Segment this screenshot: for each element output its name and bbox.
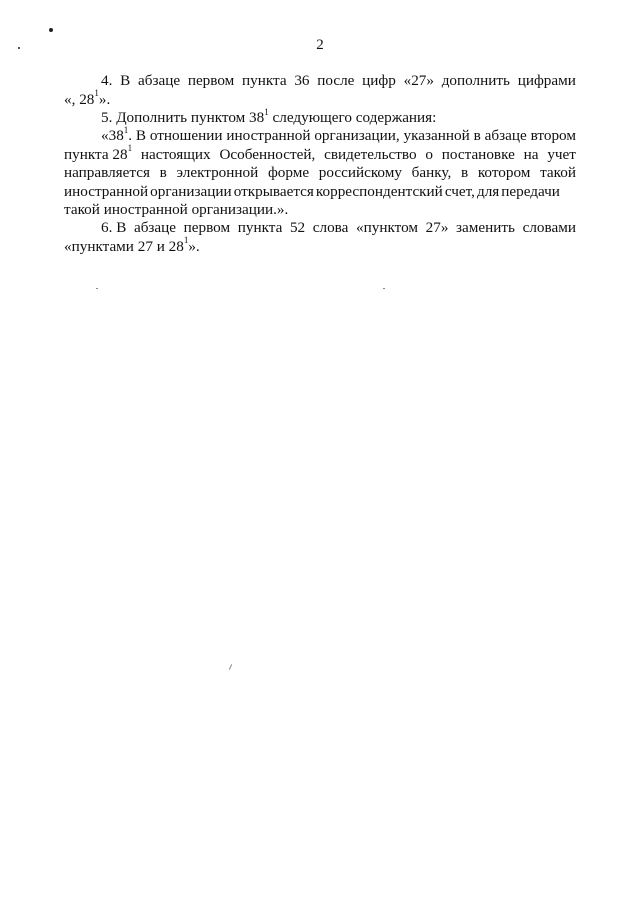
quote-line-1: «$38^1$. В отношении иностранной организации, указанной в абзаце втором [101, 124, 576, 144]
amendment-item-4 [64, 72, 576, 109]
item-4-line-1: 4. В абзаце первом пункта 36 после цифр «27» дополнить цифрами [101, 72, 576, 89]
page-number: 2 [316, 37, 324, 53]
item-6-line-1: 6. В абзаце первом пункта 52 слова «пунктом 27» заменить словами [101, 219, 576, 236]
scan-mark [383, 288, 385, 289]
scan-mark [96, 288, 98, 289]
quote-line-5: такой иностранной организации.». [64, 201, 289, 218]
scan-speck [49, 28, 53, 32]
quote-line-2: пункта $28^1$ настоящих Особенностей, свидетельство о постановке на учет [64, 143, 576, 163]
quote-line-3: направляется в электронной форме российскому банку, в котором такой [64, 164, 576, 181]
amendment-item-5 [64, 106, 576, 128]
item-5-line-1: 5. Дополнить пунктом $38^1$ следующего содержания: [101, 106, 437, 126]
amendment-item-6 [64, 219, 576, 256]
scan-mark [229, 664, 232, 670]
quoted-point-38-1 [64, 124, 576, 220]
quote-line-4: иностранной организации открывается корреспондентский счет, для передачи [64, 182, 560, 200]
item-6-line-2: «пунктами 27 и $28^1$». [64, 235, 200, 255]
item-4-line-2: «, $28^1$». [64, 88, 111, 108]
